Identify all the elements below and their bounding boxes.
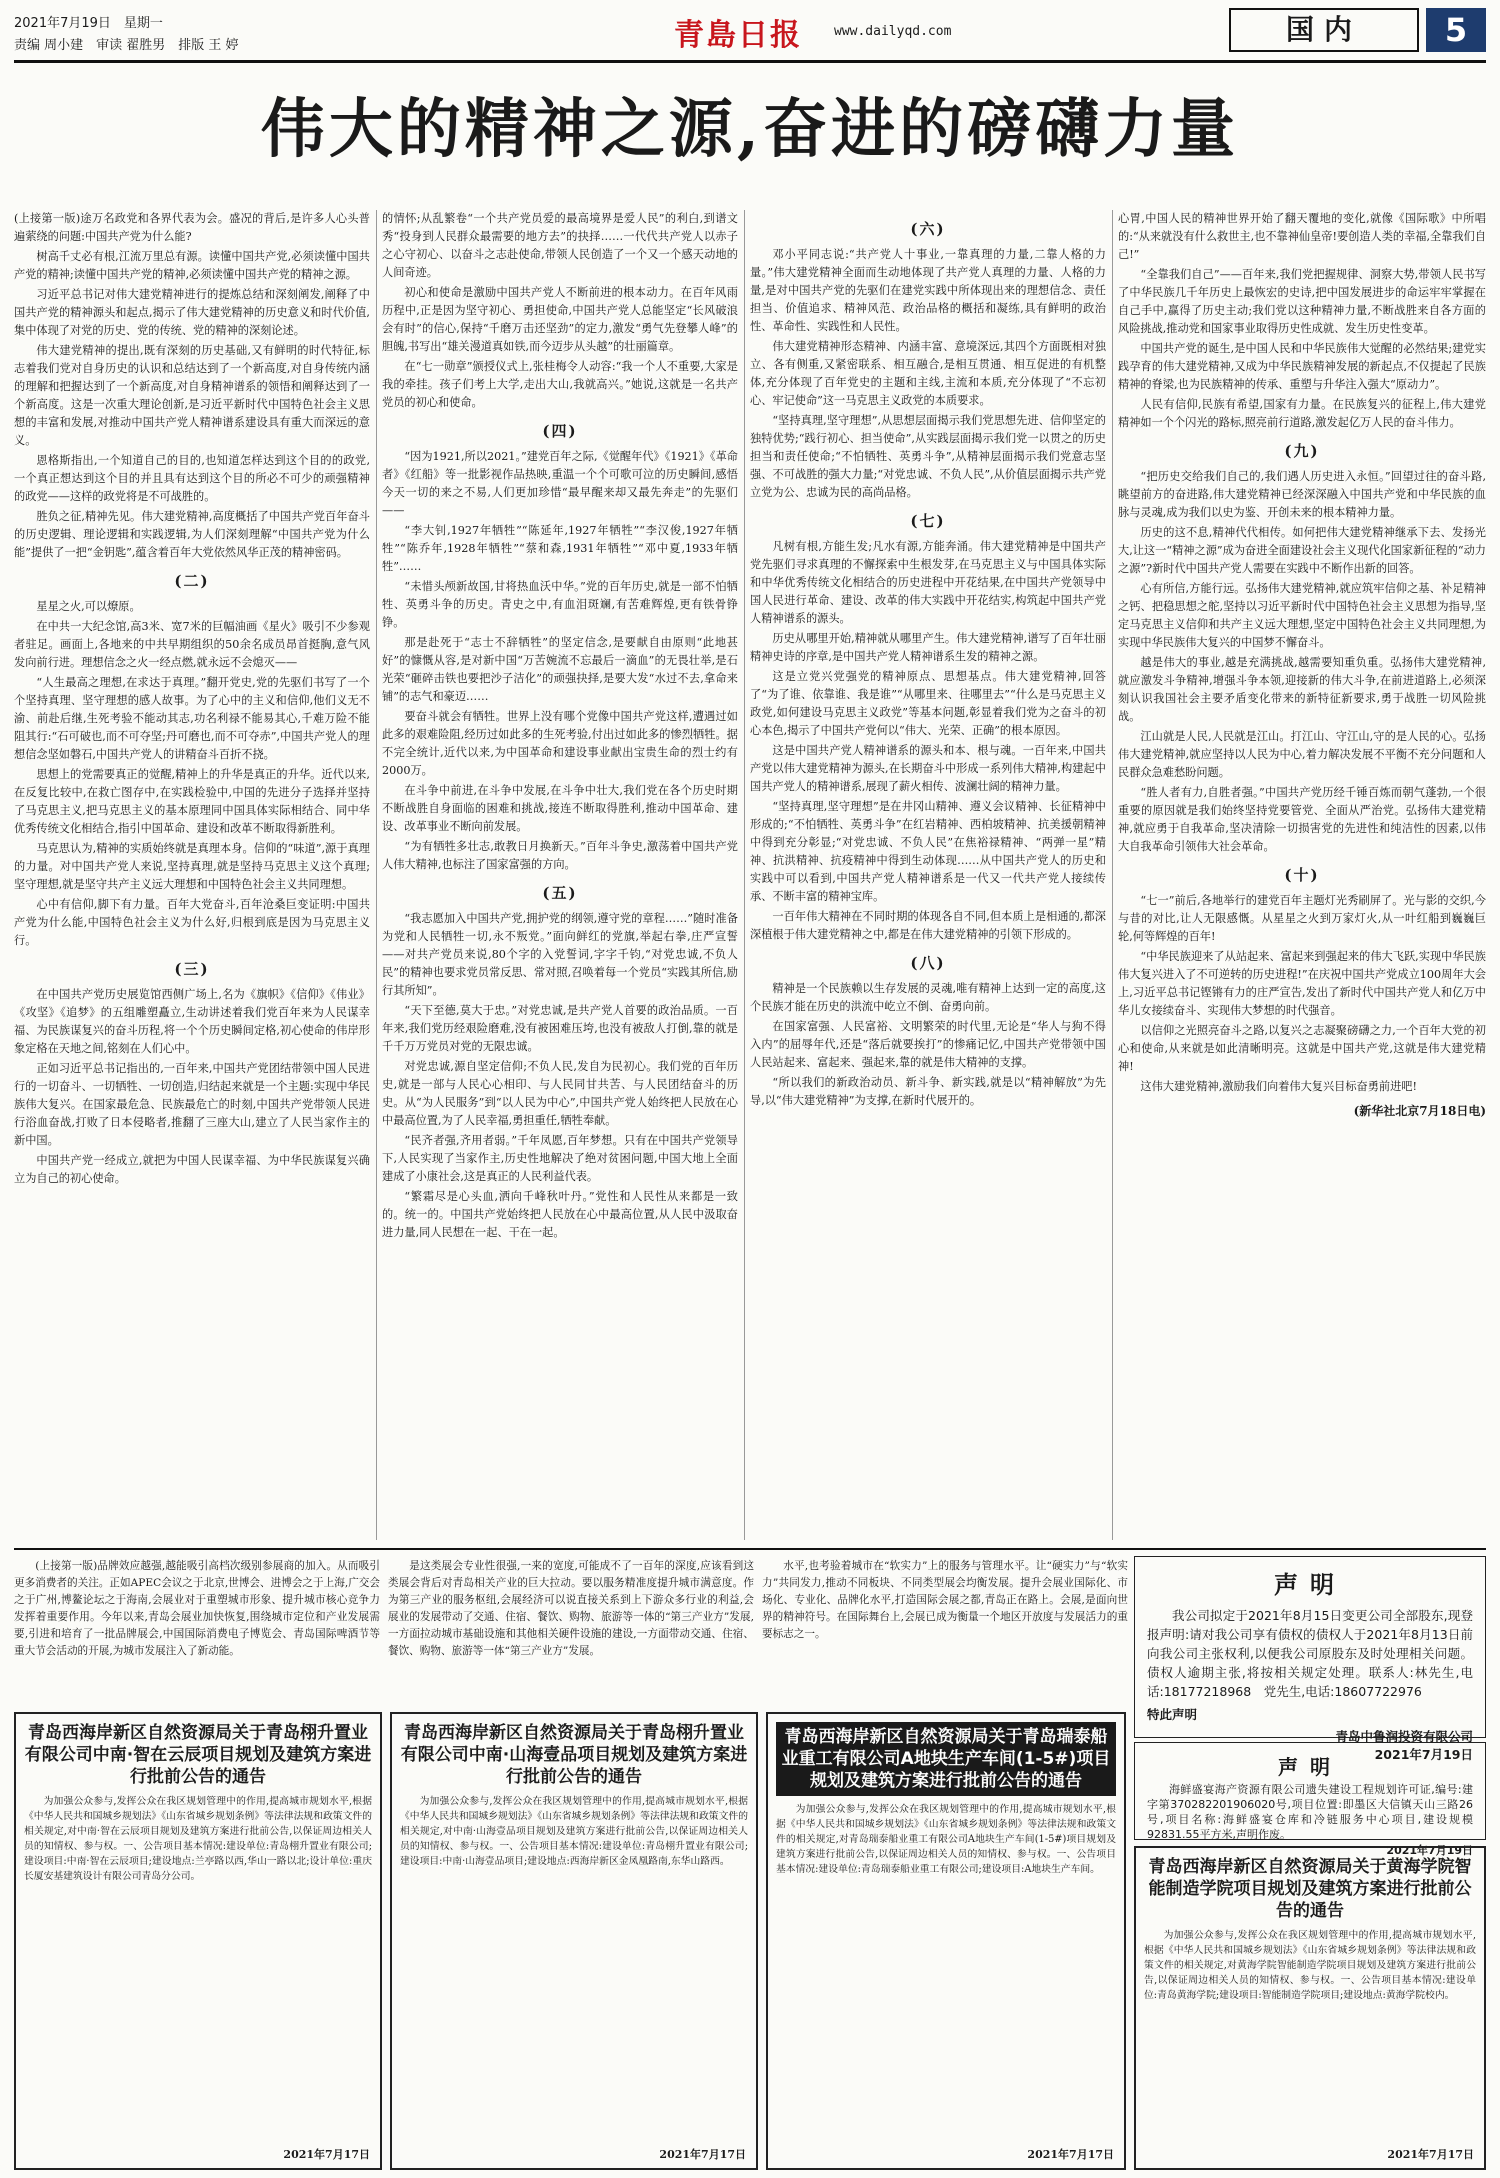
paragraph: 要奋斗就会有牺牲。世界上没有哪个党像中国共产党这样,遭遇过如此多的艰难险阻,经历过如此多的生死考验,付出过如此多的惨烈牺牲。据不完全统计,近代以来,为中国革命和建设事业献出宝贵生命的烈士约有2000万。 <box>382 710 738 777</box>
paragraph: 在中国共产党历史展览馆西侧广场上,名为《旗帜》《信仰》《伟业》《攻坚》《追梦》的五组雕塑矗立,生动讲述着我们党百年来为人民谋幸福、为民族谋复兴的奋斗历程,将一个个历史瞬间定格,初心使命的伟岸形象定格在天地之间,铭刻在人们心中。 <box>14 988 370 1055</box>
paragraph: 凡树有根,方能生发;凡水有源,方能奔涌。伟大建党精神是中国共产党先驱们寻求真理的不懈探索中生根发芽,在马克思主义与中国具体实际和中华优秀传统文化相结合的历史进程中开花结果,在中国共产党领导中国人民进行革命、建设、改革的伟大实践中开花结实,构筑起中国共产党人精神谱系的源头。 <box>750 540 1106 625</box>
paragraph: 伟大建党精神的提出,既有深刻的历史基础,又有鲜明的时代特征,标志着我们党对自身历史的认识和总结达到了一个新高度,对自身传统内涵的理解和把握达到了一个新高度,对自身精神谱系的领悟和阐释达到了一个新高度。这是一次重大理论创新,是习近平新时代中国特色社会主义思想的丰富和发展,对推动中国共产党人精神谱系建设具有重大而深远的意义。 <box>14 344 370 447</box>
paragraph: 正如习近平总书记指出的,一百年来,中国共产党团结带领中国人民进行的一切奋斗、一切牺牲、一切创造,归结起来就是一个主题:实现中华民族伟大复兴。在国家最危急、民族最危亡的时刻,中国共产党带领人民进行浴血奋战,打败了日本侵略者,推翻了三座大山,建立了人民当家作主的新中国。 <box>14 1062 370 1147</box>
column-divider <box>744 210 745 1540</box>
legal-notice-shareholder-change <box>1134 1556 1486 1762</box>
notice-date: 2021年7月19日 <box>1386 1844 1473 1857</box>
paragraph: 江山就是人民,人民就是江山。打江山、守江山,守的是人民的心。弘扬伟大建党精神,就应坚持以人民为中心,着力解决发展不平衡不充分问题和人民群众急难愁盼问题。 <box>1118 730 1486 779</box>
paragraph: “坚持真理,坚守理想”是在井冈山精神、遵义会议精神、长征精神中形成的;“不怕牺牲、英勇斗争”在红岩精神、西柏坡精神、抗美援朝精神中得到充分彰显;“对党忠诚、不负人民”在焦裕禄精神、“两弹一星”精神、抗洪精神、抗疫精神中得到生动体现……从中国共产党人的历史和实践中可以看到,中国共产党人精神谱系是一代又一代共产党人接续传承、不断丰富的精神宝库。 <box>750 800 1106 903</box>
paragraph: 中国共产党一经成立,就把为中国人民谋幸福、为中华民族谋复兴确立为自己的初心使命。 <box>14 1154 370 1185</box>
paragraph: “中华民族迎来了从站起来、富起来到强起来的伟大飞跃,实现中华民族伟大复兴进入了不可逆转的历史进程!”在庆祝中国共产党成立100周年大会上,习近平总书记铿锵有力的庄严宣告,发出了新时代中国共产党人和亿万中华儿女接续奋斗、实现伟大梦想的时代强音。 <box>1118 950 1486 1017</box>
ad-date: 2021年7月17日 <box>283 2148 370 2161</box>
paragraph: 历史的这不息,精神代代相传。如何把伟大建党精神继承下去、发扬光大,让这一“精神之源”成为奋进全面建设社会主义现代化国家新征程的“动力之源”?新时代中国共产党人需要在实践中不断作出新的回答。 <box>1118 526 1486 575</box>
section-heading: (二) <box>174 572 210 590</box>
website-url[interactable]: www.dailyqd.com <box>834 24 952 39</box>
paragraph: 对党忠诚,源自坚定信仰;不负人民,发自为民初心。我们党的百年历史,就是一部与人民心心相印、与人民同甘共苦、与人民团结奋斗的历史。从“为人民服务”到“以人民为中心”,中国共产党人始终把人民放在心中最高位置,为了人民幸福,勇担重任,牺牲奉献。 <box>382 1060 738 1127</box>
paragraph: 以信仰之光照亮奋斗之路,以复兴之志凝聚磅礴之力,一个百年大党的初心和使命,从来就是如此清晰明亮。这就是中国共产党,这就是伟大建党精神! <box>1118 1024 1486 1073</box>
paragraph: “因为1921,所以2021。”建党百年之际,《觉醒年代》《1921》《革命者》《红船》等一批影视作品热映,重温一个个可歌可泣的历史瞬间,感悟今天一切的来之不易,人们更加珍惜“最早醒来却又最先奔走”的先驱们—— <box>382 450 738 517</box>
planning-notice-ad <box>390 1712 758 2170</box>
section-rule <box>14 1548 1486 1550</box>
ad-title: 青岛西海岸新区自然资源局关于黄海学院智能制造学院项目规划及建筑方案进行批前公告的通告 <box>1148 1857 1472 1921</box>
paragraph: 人民有信仰,民族有希望,国家有力量。在民族复兴的征程上,伟大建党精神如一个个闪光的路标,照亮前行道路,激发起亿万人民的奋斗伟力。 <box>1118 398 1486 429</box>
paragraph: “未惜头颅新故国,甘将热血沃中华。”党的百年历史,就是一部不怕牺牲、英勇斗争的历史。青史之中,有血泪斑斓,有苦难辉煌,更有铁骨铮铮。 <box>382 580 738 629</box>
section-heading: (三) <box>174 960 210 978</box>
section-label: 国内 <box>1229 8 1419 52</box>
planning-notice-ad <box>1134 1846 1486 2170</box>
paragraph: 那是赴死于“志士不辞牺牲”的坚定信念,是要献自由原则“此地甚好”的慷慨从容,是对新中国“万苦婉流不忘最后一滴血”的无畏壮举,是石光荣“砸碎击铁也要把沙子洁化”的顽强抉择,是要大发“水过不去,拿命来铺”的志气和豪迈…… <box>382 636 738 703</box>
column-divider <box>1112 210 1113 1540</box>
ad-body: 为加强公众参与,发挥公众在我区规划管理中的作用,提高城市规划水平,根据《中华人民共和国城乡规划法》《山东省城乡规划条例》等法律法规和政策文件的相关规定,对中南·山海壹品项目规划及建筑方案进行批前公告,以保证周边相关人员的知情权、参与权。一、公告项目基本情况:建设单位:青岛栩升置业有限公司;建设项目:中南·山海壹品项目;建设地点:西海岸新区金凤凰路南,东华山路西。 <box>400 1796 748 1867</box>
paragraph: 胜负之征,精神先见。伟大建党精神,高度概括了中国共产党百年奋斗的历史逻辑、理论逻辑和实践逻辑,为人们深刻理解“中国共产党为什么能”提供了一把“金钥匙”,蕴含着百年大党依然风华正茂的精神密码。 <box>14 510 370 559</box>
ad-title: 青岛西海岸新区自然资源局关于青岛栩升置业有限公司中南·山海壹品项目规划及建筑方案进行批前公告的通告 <box>400 1723 748 1787</box>
paragraph: 是这类展会专业性很强,一来的宽度,可能成不了一百年的深度,应该看到这类展会背后对青岛相关产业的巨大拉动。要以服务精准度提升城市满意度。作为第三产业的服务枢纽,会展经济可以说直接关系到上下游众多行业的利益,会展业的发展带动了交通、住宿、餐饮、购物、旅游等一体的“第三产业方”发展,一方面拉动城市基础设施和其他相关硬件设施的建设,一方面带动交通、住宿、餐饮、购物、旅游等一体“第三产业方”发展。 <box>388 1560 754 1657</box>
newspaper-logo: 青島日报 <box>674 18 802 53</box>
paragraph: 马克思认为,精神的实质始终就是真理本身。信仰的“味道”,源于真理的力量。对中国共产党人来说,坚持真理,就是坚持马克思主义这个真理;坚守理想,就是坚守共产主义远大理想和中国特色社会主义共同理想。 <box>14 842 370 891</box>
notice-special: 特此声明 <box>1147 1707 1198 1722</box>
article-column-2 <box>382 210 738 1540</box>
masthead <box>14 8 1486 58</box>
paragraph: 伟大建党精神形态精神、内涵丰富、意境深远,其四个方面既相对独立、各有侧重,又紧密联系、相互融合,是相互贯通、相互促进的有机整体,充分体现了百年党史的主题和主线,主流和本质,充分体现了“不忘初心、牢记使命”这一马克思主义政党的本质要求。 <box>750 340 1106 407</box>
paragraph: 心中有信仰,脚下有力量。百年大党奋斗,百年沧桑巨变证明:中国共产党为什么能,中国特色社会主义为什么好,归根到底是因为马克思主义行。 <box>14 898 370 947</box>
paragraph: 在中共一大纪念馆,高3米、宽7米的巨幅油画《星火》吸引不少参观者驻足。画面上,各地来的中共早期组织的50余名成员昂首挺胸,意气风发向前行进。理想信念之火一经点燃,就永远不会熄灭—— <box>14 620 370 669</box>
paragraph: 在“七一勋章”颁授仪式上,张桂梅令人动容:“我一个人不重要,大家是我的牵挂。孩子们考上大学,走出大山,我就高兴。”她说,这就是一名共产党员的初心和使命。 <box>382 360 738 409</box>
paragraph: 在国家富强、人民富裕、文明繁荣的时代里,无论是“华人与狗不得入内”的屈辱年代,还是“落后就要挨打”的惨痛记忆,中国共产党带领中国人民站起来、富起来、强起来,靠的就是伟大精神的支撑。 <box>750 1020 1106 1069</box>
paragraph: 恩格斯指出,一个知道自己的目的,也知道怎样达到这个目的的政党,一个真正想达到这个目的并且具有达到这个目的所必不可少的顽强精神的政党——这样的政党将是不可战胜的。 <box>14 454 370 503</box>
paragraph: “天下至德,莫大于忠。”对党忠诚,是共产党人首要的政治品质。一百年来,我们党历经艰险磨难,没有被困难压垮,也没有被敌人打倒,靠的就是千千万万党员对党的无限忠诚。 <box>382 1004 738 1053</box>
paragraph: 思想上的党需要真正的觉醒,精神上的升华是真正的升华。近代以来,在反复比较中,在救亡图存中,在实践检验中,中国的先进分子选择并坚持了马克思主义,把马克思主义的基本原理同中国具体实际相结合、同中华优秀传统文化相结合,指引中国革命、建设和改革不断取得新胜利。 <box>14 768 370 835</box>
section-heading: (六) <box>910 220 946 238</box>
notice-title: 声明 <box>1274 1571 1346 1599</box>
paragraph: 心有所信,方能行远。弘扬伟大建党精神,就应筑牢信仰之基、补足精神之钙、把稳思想之舵,坚持以习近平新时代中国特色社会主义思想为指导,坚定马克思主义信仰和共产主义远大理想,坚定中国特色社会主义共同理想,为实现中华民族伟大复兴的中国梦不懈奋斗。 <box>1118 582 1486 649</box>
ad-body: 为加强公众参与,发挥公众在我区规划管理中的作用,提高城市规划水平,根据《中华人民共和国城乡规划法》《山东省城乡规划条例》等法律法规和政策文件的相关规定,对中南·智在云辰项目规划及建筑方案进行批前公告,以保证周边相关人员的知情权、参与权。一、公告项目基本情况:建设单位:青岛栩升置业有限公司;建设项目:中南·智在云辰项目;建设地点:兰亭路以西,华山一路以北;设计单位:重庆长厦安基建筑设计有限公司青岛分公司。 <box>24 1796 372 1882</box>
paragraph: 这伟大建党精神,激励我们向着伟大复兴目标奋勇前进吧! <box>1140 1080 1417 1093</box>
ad-body: 为加强公众参与,发挥公众在我区规划管理中的作用,提高城市规划水平,根据《中华人民共和国城乡规划法》《山东省城乡规划条例》等法律法规和政策文件的相关规定,对黄海学院智能制造学院项目规划及建筑方案进行批前公告,以保证周边相关人员的知情权、参与权。一、公告项目基本情况:建设单位:青岛黄海学院;建设项目:智能制造学院项目;建设地点:黄海学院校内。 <box>1144 1930 1476 2001</box>
paragraph: 邓小平同志说:“共产党人十事业,一靠真理的力量,二靠人格的力量。”伟大建党精神全面而生动地体现了共产党人真理的力量、人格的力量,是对中国共产党的先驱们在建党实践中所体现出来的理想信念、责任担当、价值追求、精神风范、政治品格的概括和凝练,具有鲜明的政治性、革命性、实践性和人民性。 <box>750 248 1106 333</box>
paragraph: 中国共产党的诞生,是中国人民和中华民族伟大觉醒的必然结果;建党实践孕育的伟大建党精神,又成为中华民族精神发展的新起点,不仅提起了民族精神的脊梁,也为民族精神的传承、重塑与升华注入强大“原动力”。 <box>1118 342 1486 391</box>
editor-credits: 责编 周小建 审读 翟胜男 排版 王 婷 <box>14 38 239 53</box>
commentary-column-3 <box>762 1558 1128 1708</box>
paragraph: “人生最高之理想,在求达于真理。”翻开党史,党的先驱们书写了一个个坚持真理、坚守理想的感人故事。为了心中的主义和信仰,他们义无不渝、前赴后继,生死考验不能动其志,功名利禄不能易其心,千难万险不能阻其行:“石可破也,而不可夺坚;丹可磨也,而不可夺赤”,中国共产党人的理想信念坚如磐石,中国共产党人的讲精奋斗百折不挠。 <box>14 676 370 761</box>
paragraph: “繁霜尽是心头血,洒向千峰秋叶丹。”党性和人民性从来都是一致的。统一的。中国共产党始终把人民放在心中最高位置,从人民中汲取奋进力量,同人民想在一起、干在一起。 <box>382 1190 738 1239</box>
planning-notice-ad <box>14 1712 382 2170</box>
paragraph: “李大钊,1927年牺牲”“陈延年,1927年牺牲”“李汉俊,1927年牺牲”“陈乔年,1928年牺牲”“蔡和森,1931年牺牲”“邓中夏,1933年牺牲”…… <box>382 524 738 573</box>
paragraph: “我志愿加入中国共产党,拥护党的纲领,遵守党的章程……”随时准备为党和人民牺牲一切,永不叛党。”面向鲜红的党旗,举起右拳,庄严宣誓——对共产党员来说,80个字的入党誓词,字字千钧,“对党忠诚,不负人民”的精神也要求党员常反思、常对照,召唤着每一个党员“实践其所信,励行其所知”。 <box>382 912 738 997</box>
section-heading: (四) <box>542 422 578 440</box>
paragraph: 树高千丈必有根,江流万里总有源。读懂中国共产党,必须读懂中国共产党的精神;读懂中国共产党的精神,必须读懂中国共产党的精神之源。 <box>14 250 370 281</box>
commentary-column-2 <box>388 1558 754 1708</box>
section-heading: (八) <box>910 954 946 972</box>
notice-body: 我公司拟定于2021年8月15日变更公司全部股东,现登报声明:请对我公司享有债权的债权人于2021年8月13日前向我公司主张权利,以便我公司原股东及时处理相关问题。债权人逾期主张,将按相关规定处理。联系人:林先生,电话:18177218968 党先生,电话:18607722976 <box>1147 1608 1473 1699</box>
commentary-column-1 <box>14 1558 380 1708</box>
paragraph: “七一”前后,各地举行的建党百年主题灯光秀刷屏了。光与影的交织,今与昔的对比,让人无限感慨。从星星之火到万家灯火,从一叶红船到巍巍巨轮,何等辉煌的百年! <box>1118 894 1486 943</box>
paragraph: “把历史交给我们自己的,我们遇人历史进入永恒。”回望过往的奋斗路,眺望前方的奋进路,伟大建党精神已经深深融入中国共产党和中华民族的血脉与灵魂,成为我们以史为鉴、开创未来的根本精神力量。 <box>1118 470 1486 519</box>
section-heading: (十) <box>1284 866 1320 884</box>
paragraph: “全靠我们自己”——百年来,我们党把握规律、洞察大势,带领人民书写了中华民族几千年历史上最恢宏的史诗,把中国发展进步的命运牢牢掌握在自己手中,赢得了历史主动;我们党以这种精神力量,不断战胜来自各方面的风险挑战,推动党和国家事业取得历史性成就、发生历史性变革。 <box>1118 268 1486 335</box>
paragraph: 这是中国共产党人精神谱系的源头和本、根与魂。一百年来,中国共产党以伟大建党精神为源头,在长期奋斗中形成一系列伟大精神,构建起中国共产党人的精神谱系,展现了薪火相传、波澜壮阔的精神力量。 <box>750 744 1106 793</box>
ad-body: 为加强公众参与,发挥公众在我区规划管理中的作用,提高城市规划水平,根据《中华人民共和国城乡规划法》《山东省城乡规划条例》等法律法规和政策文件的相关规定,对青岛瑞泰船业重工有限公司A地块生产车间(1-5#)项目规划及建筑方案进行批前公告,以保证周边相关人员的知情权、参与权。一、公告项目基本情况:建设单位:青岛瑞泰船业重工有限公司;建设项目:A地块生产车间。 <box>776 1804 1116 1875</box>
paragraph: 一百年伟大精神在不同时期的体现各自不同,但本质上是相通的,都深深植根于伟大建党精神之中,都是在伟大建党精神的引领下形成的。 <box>750 910 1106 941</box>
paragraph: 在斗争中前进,在斗争中发展,在斗争中壮大,我们党在各个历史时期不断战胜自身面临的困难和挑战,接连不断取得胜利,推动中国革命、建设、改革事业不断向前发展。 <box>382 784 738 833</box>
paragraph: 初心和使命是激励中国共产党人不断前进的根本动力。在百年风雨历程中,正是因为坚守初心、勇担使命,中国共产党人总能坚定“长风破浪会有时”的信心,保持“千磨万击还坚劲”的定力,激发“勇气先登攀人峰”的胆魄,书写出“雄关漫道真如铁,而今迈步从头越”的壮丽篇章。 <box>382 286 738 353</box>
issue-date: 2021年7月19日 星期一 <box>14 16 163 31</box>
paragraph: (上接第一版)途万名政党和各界代表为会。盛况的背后,是许多人心头普遍萦绕的问题:中国共产党为什么能? <box>14 212 370 243</box>
ad-title: 青岛西海岸新区自然资源局关于青岛瑞泰船业重工有限公司A地块生产车间(1-5#)项目规划及建筑方案进行批前公告的通告 <box>776 1722 1116 1796</box>
section-heading: (九) <box>1284 442 1320 460</box>
paragraph: 水平,也考验着城市在“软实力”上的服务与管理水平。让“硬实力”与“软实力”共同发力,推动不同板块、不同类型展会均衡发展。提升会展业国际化、市场化、专业化、品牌化水平,打造国际会展之都,青岛正在路上。会展,是面向世界的精神符号。在国际舞台上,会展已成为衡量一个地区开放度与发展活力的重要标志之一。 <box>762 1560 1128 1640</box>
paragraph: (上接第一版)品牌效应越强,越能吸引高档次级别参展商的加入。从而吸引更多消费者的关注。正如APEC会议之于北京,世博会、进博会之于上海,广交会之于广州,博鳌论坛之于海南,会展业对于重塑城市形象、提升城市核心竞争力发挥着重要作用。今年以来,青岛会展业加快恢复,围绕城市定位和产业发展需要,引进和培育了一批品牌展会,中国国际消费电子博览会、青岛国际啤酒节等重大节会活动的开展,为城市发展注入了新动能。 <box>14 1560 380 1657</box>
ad-date: 2021年7月17日 <box>1027 2148 1114 2161</box>
paragraph: “坚持真理,坚守理想”,从思想层面揭示我们党思想先进、信仰坚定的独特优势;“践行初心、担当使命”,从实践层面揭示我们党一以贯之的历史担当和责任使命;“不怕牺牲、英勇斗争”,从精神层面揭示我们党意志坚强、不可战胜的强大力量;“对党忠诚、不负人民”,从价值层面揭示共产党立党为公、忠诚为民的高尚品格。 <box>750 414 1106 499</box>
legal-notice-lost-permit <box>1134 1742 1486 1857</box>
paragraph: “所以我们的新政治动员、新斗争、新实践,就是以“精神解放”为先导,以“伟大建党精神”为支撑,在新时代展开的。 <box>750 1076 1106 1107</box>
article-column-4 <box>1118 210 1486 1540</box>
article-credit: (新华社北京7月18日电) <box>1353 1104 1486 1118</box>
paragraph: 心胃,中国人民的精神世界开始了翻天覆地的变化,就像《国际歌》中所唱的:“从来就没有什么救世主,也不靠神仙皇帝!要创造人类的幸福,全靠我们自己!” <box>1118 212 1486 261</box>
paragraph: “为有牺牲多壮志,敢教日月换新天。”百年斗争史,激荡着中国共产党人伟大精神,也标注了国家富强的方向。 <box>382 840 738 871</box>
paragraph: 精神是一个民族赖以生存发展的灵魂,唯有精神上达到一定的高度,这个民族才能在历史的洪流中屹立不倒、奋勇向前。 <box>750 982 1106 1013</box>
paragraph: 历史从哪里开始,精神就从哪里产生。伟大建党精神,谱写了百年壮丽精神史诗的序章,是中国共产党人精神谱系生发的精神之源。 <box>750 632 1106 663</box>
masthead-rule <box>14 60 1486 63</box>
notice-signatory: 青岛中鲁润投资有限公司 <box>1335 1729 1473 1744</box>
paragraph: 的情怀;从乱繁卷“一个共产党员爱的最高境界是爱人民”的利白,到谱文秀“投身到人民群众最需要的地方去”的抉择……一代代共产党人以赤子之心守初心、以奋斗之志赴使命,带领人民创造了一个又一个感天动地的人间奇迹。 <box>382 212 738 279</box>
ad-date: 2021年7月17日 <box>659 2148 746 2161</box>
notice-body: 海鲜盛宴海产资源有限公司遗失建设工程规划许可证,编号:建字第370282201906020号,项目位置:即墨区大信镇天山三路26号,项目名称:海鲜盛宴仓库和冷链服务中心项目,建设规模92831.55平方米,声明作废。 <box>1147 1783 1473 1841</box>
ad-date: 2021年7月17日 <box>1387 2148 1474 2161</box>
section-heading: (五) <box>542 884 578 902</box>
planning-notice-ad <box>766 1712 1126 2170</box>
paragraph: 习近平总书记对伟大建党精神进行的提炼总结和深刻阐发,阐释了中国共产党的精神源头和起点,揭示了伟大建党精神的历史意义和时代价值,集中体现了对党的历史、党的传统、党的精神的深刻论述。 <box>14 288 370 337</box>
headline: 伟大的精神之源,奋进的磅礴力量 <box>260 92 1240 167</box>
paragraph: 星星之火,可以燎原。 <box>36 600 141 613</box>
notice-date: 2021年7月19日 <box>1374 1747 1473 1762</box>
paragraph: 这是立党兴党强党的精神原点、思想基点。伟大建党精神,回答了“为了谁、依靠谁、我是谁”“从哪里来、往哪里去”“什么是马克思主义政党,如何建设马克思主义政党”等基本问题,彰显着我们党为之奋斗的初心本色,揭示了中国共产党何以“伟大、光荣、正确”的根本原因。 <box>750 670 1106 737</box>
paragraph: “胜人者有力,自胜者强。”中国共产党历经千锤百炼而朝气蓬勃,一个很重要的原因就是我们始终坚持党要管党、全面从严治党。弘扬伟大建党精神,就应勇于自我革命,坚决清除一切损害党的先进性和纯洁性的因素,以伟大自我革命引领伟大社会革命。 <box>1118 786 1486 853</box>
paragraph: “民齐者强,齐用者弱。”千年凤愿,百年梦想。只有在中国共产党领导下,人民实现了当家作主,历史性地解决了绝对贫困问题,中国大地上全面建成了小康社会,这是真正的人民利益代表。 <box>382 1134 738 1183</box>
section-heading: (七) <box>910 512 946 530</box>
column-divider <box>376 210 377 1540</box>
notice-title: 声明 <box>1278 1755 1342 1779</box>
page-number: 5 <box>1426 8 1486 52</box>
article-column-1 <box>14 210 370 1540</box>
article-column-3 <box>750 210 1106 1540</box>
paragraph: 越是伟大的事业,越是充满挑战,越需要知重负重。弘扬伟大建党精神,就应激发斗争精神,增强斗争本领,迎接新的伟大斗争,在前进道路上,必须深刻认识我国社会主要矛盾变化带来的新特征新要求,勇于战胜一切风险挑战。 <box>1118 656 1486 723</box>
ad-title: 青岛西海岸新区自然资源局关于青岛栩升置业有限公司中南·智在云辰项目规划及建筑方案进行批前公告的通告 <box>24 1723 372 1787</box>
